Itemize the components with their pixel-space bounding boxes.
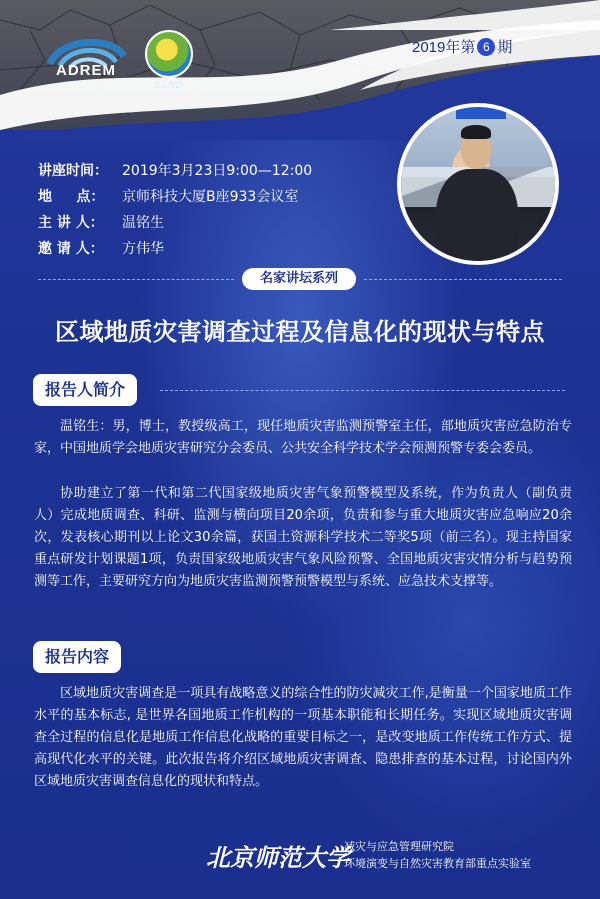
issue-label (412, 36, 512, 57)
bio-paragraph: 协助建立了第一代和第二代国家级地质灾害气象预警模型及系统，作为负责人（副负责人）完成地质调查、科研、监测与横向项目20余项，负责和参与重大地质灾害应急响应20余次，发表核心期刊以上论文30余篇，获国土资源科学技术二等奖5项（前三名）。现主持国家重点研发计划课题1项，负责国家级地质灾害气象风险预警、全国地质灾害灾情分析与趋势预测等工作，主要研究方向为地质灾害监测预警预警模型与系统、应急技术支撑等。 (34, 486, 572, 589)
lecture-title: 区域地质灾害调查过程及信息化的现状与特点 (55, 318, 545, 346)
info-row-host (38, 236, 312, 262)
info-label: 讲座时间： (38, 163, 108, 179)
content-heading: 报告内容 (33, 641, 121, 673)
bio-paragraph: 温铭生：男，博士，教授级高工，现任地质灾害监测预警室主任，部地质灾害应急防治专家，中国地质学会地质灾害研究分会委员、公共安全科学技术学会预测预警专委会委员。 (34, 419, 572, 456)
divider (38, 279, 234, 280)
footer-line: 环境演变与自然灾害教育部重点实验室 (344, 857, 531, 870)
footer-institutes (344, 838, 531, 872)
adrem-logo-text: ADREM (56, 62, 116, 79)
university-logo-text: 北京师范大学 (206, 843, 350, 872)
bio-heading: 报告人简介 (33, 374, 137, 406)
divider (364, 279, 562, 280)
footer-line: 减灾与应急管理研究院 (344, 840, 454, 853)
lecture-info (38, 158, 312, 262)
ecnd-logo-text: ECND (155, 80, 183, 91)
divider (160, 390, 565, 391)
speaker-photo-frame (397, 103, 559, 265)
info-label: 地 点： (38, 189, 105, 205)
info-row-location (38, 184, 312, 210)
info-row-time (38, 158, 312, 184)
info-value: 温铭生 (122, 215, 164, 231)
info-value: 京师科技大厦B座933会议室 (122, 189, 299, 205)
info-label: 主 讲 人： (38, 215, 104, 231)
info-value: 2019年3月23日9:00—12:00 (122, 163, 313, 179)
ecnd-logo-icon (145, 30, 193, 78)
speaker-photo (401, 107, 555, 261)
issue-number-badge: 6 (477, 38, 495, 56)
info-row-speaker (38, 210, 312, 236)
info-label: 邀 请 人： (38, 241, 104, 257)
series-tag: 名家讲坛系列 (242, 268, 356, 290)
info-value: 方伟华 (122, 241, 164, 257)
content-paragraph: 区域地质灾害调查是一项具有战略意义的综合性的防灾减灾工作,是衡量一个国家地质工作水平的基本标志, 是世界各国地质工作机构的一项基本职能和长期任务。实现区域地质灾害调查全过程的信息化是地质工作信息化战略的重要目标之一，是改变地质工作传统工作方式、提高现代化水平的关键。此次报告将介绍区域地质灾害调查、隐患排查的基本过程，讨论国内外区域地质灾害调查信息化的现状和特点。 (34, 686, 572, 789)
issue-prefix: 2019年第 (412, 39, 476, 56)
issue-suffix: 期 (497, 39, 513, 56)
